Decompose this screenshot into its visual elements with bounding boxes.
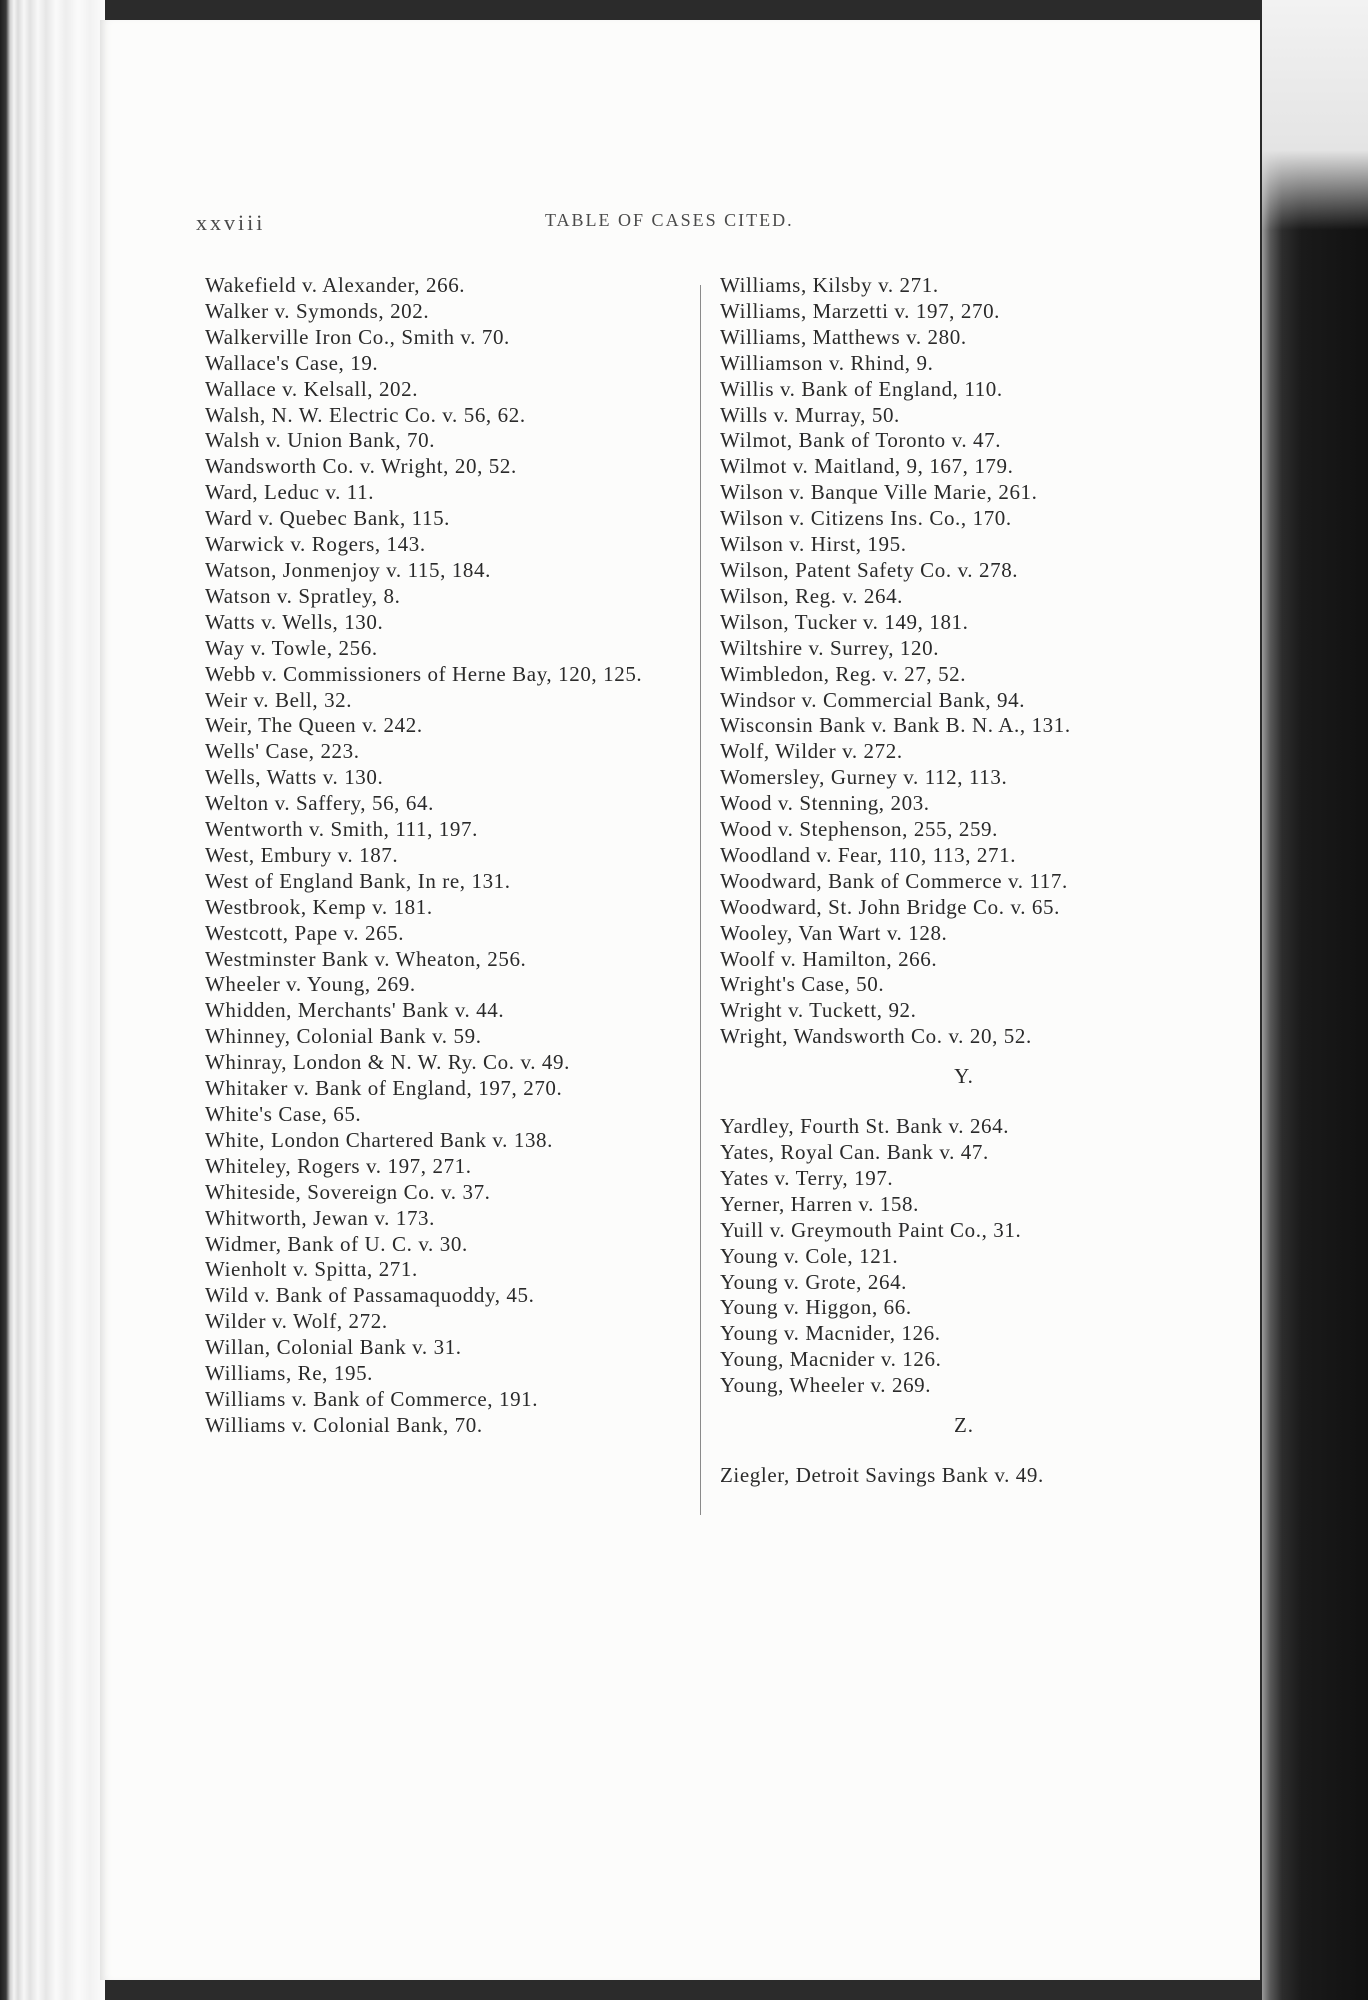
- case-entry: Wright's Case, 50.: [720, 972, 885, 997]
- case-entry: Watson, Jonmenjoy v. 115, 184.: [205, 557, 491, 582]
- case-entry: Whinray, London & N. W. Ry. Co. v. 49.: [205, 1050, 570, 1075]
- case-entry: Young v. Macnider, 126.: [720, 1321, 941, 1346]
- case-entry: Williams, Marzetti v. 197, 270.: [720, 298, 1001, 323]
- case-entry: Wolf, Wilder v. 272.: [720, 739, 903, 764]
- case-entry: Weir, The Queen v. 242.: [205, 713, 423, 738]
- case-entry: Wentworth v. Smith, 111, 197.: [205, 817, 478, 842]
- case-entry: Warwick v. Rogers, 143.: [205, 532, 426, 557]
- case-entry: Williamson v. Rhind, 9.: [720, 350, 934, 375]
- case-entry: Wright v. Tuckett, 92.: [720, 998, 917, 1023]
- case-entry: Yardley, Fourth St. Bank v. 264.: [720, 1114, 1010, 1139]
- case-entry: Young, Macnider v. 126.: [720, 1347, 942, 1372]
- case-entry: Williams, Kilsby v. 271.: [720, 273, 939, 297]
- case-entry: Whitworth, Jewan v. 173.: [205, 1205, 435, 1230]
- case-entry: Wooley, Van Wart v. 128.: [720, 920, 948, 945]
- case-entry: Ward, Leduc v. 11.: [205, 480, 375, 505]
- case-entry: Womersley, Gurney v. 112, 113.: [720, 765, 1008, 790]
- section-letter-z: Z.: [953, 1413, 975, 1438]
- section-letter-y: Y.: [954, 1064, 974, 1089]
- case-entry: Walkerville Iron Co., Smith v. 70.: [205, 324, 510, 349]
- page-number: xxviii: [196, 210, 266, 235]
- case-entry: Wisconsin Bank v. Bank B. N. A., 131.: [720, 713, 1071, 738]
- case-entry: Williams v. Colonial Bank, 70.: [205, 1412, 483, 1437]
- case-entry: Wood v. Stenning, 203.: [720, 791, 930, 816]
- case-entry: Wells' Case, 223.: [205, 739, 360, 764]
- case-entry: Wilson v. Banque Ville Marie, 261.: [720, 480, 1038, 505]
- case-entry: Williams v. Bank of Commerce, 191.: [205, 1386, 539, 1411]
- case-entry: Young v. Higgon, 66.: [720, 1295, 912, 1320]
- case-entry: Whitaker v. Bank of England, 197, 270.: [205, 1076, 563, 1101]
- case-entry: Wilson, Tucker v. 149, 181.: [720, 609, 969, 634]
- running-title: TABLE OF CASES CITED.: [545, 210, 794, 230]
- binding-highlight: [1262, 0, 1368, 230]
- case-entry: Young v. Cole, 121.: [720, 1243, 899, 1268]
- case-entry: Whiteley, Rogers v. 197, 271.: [205, 1153, 472, 1178]
- case-entry: Wheeler v. Young, 269.: [205, 972, 416, 997]
- column-rule: [700, 285, 701, 1515]
- case-entry: Young, Wheeler v. 269.: [720, 1373, 932, 1398]
- case-entry: Whinney, Colonial Bank v. 59.: [205, 1024, 482, 1049]
- right-column: [720, 273, 1208, 1489]
- case-entry: Wandsworth Co. v. Wright, 20, 52.: [205, 454, 517, 479]
- case-entry: White, London Chartered Bank v. 138.: [205, 1127, 553, 1152]
- case-entry: Whidden, Merchants' Bank v. 44.: [205, 998, 505, 1023]
- case-entry: Walsh, N. W. Electric Co. v. 56, 62.: [205, 402, 526, 427]
- case-entry: Wallace's Case, 19.: [205, 350, 379, 375]
- case-entry: Westcott, Pape v. 265.: [205, 920, 405, 945]
- case-entry: Ward v. Quebec Bank, 115.: [205, 506, 451, 531]
- case-entry: Willan, Colonial Bank v. 31.: [205, 1335, 462, 1360]
- case-entry: Wood v. Stephenson, 255, 259.: [720, 817, 999, 842]
- case-entry: Wilson, Patent Safety Co. v. 278.: [720, 557, 1019, 582]
- case-entry: Walsh v. Union Bank, 70.: [205, 428, 436, 453]
- case-entry: Wilder v. Wolf, 272.: [205, 1309, 388, 1334]
- book-binding: [1262, 0, 1368, 2000]
- case-entry: West, Embury v. 187.: [205, 842, 399, 867]
- case-entry: Woolf v. Hamilton, 266.: [720, 946, 938, 971]
- case-entry: Wilmot v. Maitland, 9, 167, 179.: [720, 454, 1014, 479]
- case-entry: Woodward, St. John Bridge Co. v. 65.: [720, 894, 1060, 919]
- case-entry: Wakefield v. Alexander, 266.: [205, 273, 466, 297]
- case-entry: Williams, Matthews v. 280.: [720, 324, 967, 349]
- case-entry: Webb v. Commissioners of Herne Bay, 120, 125.: [205, 661, 643, 686]
- case-entry: Weir v. Bell, 32.: [205, 687, 353, 712]
- case-entry: Wallace v. Kelsall, 202.: [205, 376, 419, 401]
- case-entry: Windsor v. Commercial Bank, 94.: [720, 687, 1026, 712]
- case-entry: Woodland v. Fear, 110, 113, 271.: [720, 842, 1017, 867]
- case-entry: Way v. Towle, 256.: [205, 635, 378, 660]
- case-entry: Ziegler, Detroit Savings Bank v. 49.: [720, 1462, 1044, 1487]
- case-entry: Watson v. Spratley, 8.: [205, 583, 401, 608]
- case-entry: Watts v. Wells, 130.: [205, 609, 384, 634]
- case-entry: Wells, Watts v. 130.: [205, 765, 384, 790]
- case-entry: Yates, Royal Can. Bank v. 47.: [720, 1140, 989, 1164]
- case-entry: Wilson, Reg. v. 264.: [720, 583, 904, 608]
- case-entry: Yerner, Harren v. 158.: [720, 1191, 919, 1216]
- case-entry: Westbrook, Kemp v. 181.: [205, 894, 433, 919]
- case-entry: Walker v. Symonds, 202.: [205, 298, 430, 323]
- case-entry: Welton v. Saffery, 56, 64.: [205, 791, 434, 816]
- case-entry: White's Case, 65.: [205, 1102, 362, 1126]
- case-entry: Yates v. Terry, 197.: [720, 1165, 894, 1190]
- case-entry: Williams, Re, 195.: [205, 1361, 374, 1386]
- case-entry: Young v. Grote, 264.: [720, 1269, 908, 1294]
- case-entry: Wills v. Murray, 50.: [720, 402, 900, 427]
- case-entry: Westminster Bank v. Wheaton, 256.: [205, 946, 527, 971]
- left-column: [205, 273, 683, 1439]
- case-entry: Wimbledon, Reg. v. 27, 52.: [720, 661, 967, 686]
- case-entry: Widmer, Bank of U. C. v. 30.: [205, 1231, 468, 1256]
- page-stack-edge: [0, 0, 105, 2000]
- case-entry: West of England Bank, In re, 131.: [205, 868, 511, 893]
- case-entry: Wilmot, Bank of Toronto v. 47.: [720, 428, 1002, 453]
- case-entry: Wright, Wandsworth Co. v. 20, 52.: [720, 1024, 1032, 1049]
- case-entry: Wilson v. Hirst, 195.: [720, 532, 907, 557]
- case-entry: Wienholt v. Spitta, 271.: [205, 1257, 418, 1282]
- case-entry: Yuill v. Greymouth Paint Co., 31.: [720, 1217, 1022, 1242]
- case-entry: Wild v. Bank of Passamaquoddy, 45.: [205, 1283, 535, 1308]
- case-entry: Woodward, Bank of Commerce v. 117.: [720, 868, 1068, 893]
- case-entry: Wiltshire v. Surrey, 120.: [720, 635, 940, 660]
- case-entry: Willis v. Bank of England, 110.: [720, 376, 1003, 401]
- case-entry: Wilson v. Citizens Ins. Co., 170.: [720, 506, 1012, 531]
- case-entry: Whiteside, Sovereign Co. v. 37.: [205, 1179, 491, 1204]
